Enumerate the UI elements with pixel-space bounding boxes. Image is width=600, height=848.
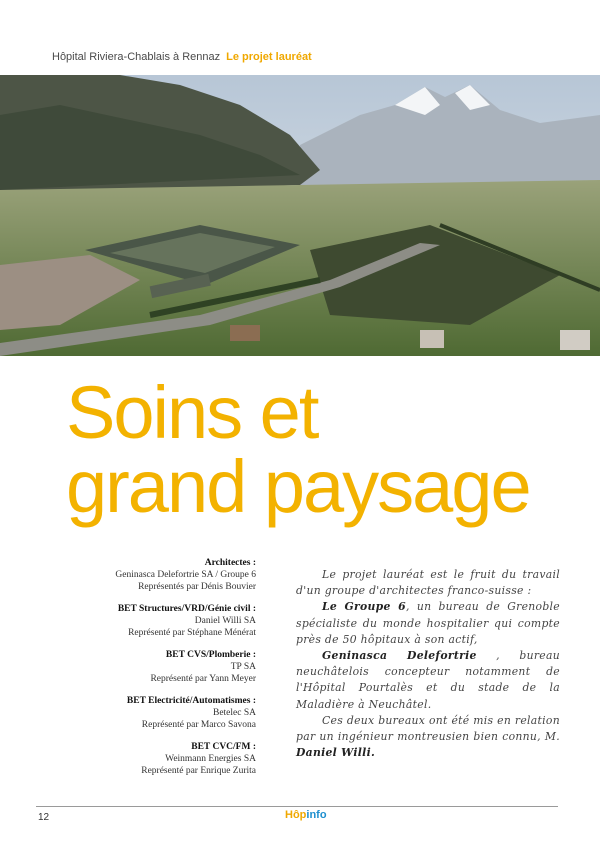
credit-heading: BET CVC/FM :	[191, 742, 256, 752]
body-bold: Le Groupe 6	[322, 600, 406, 614]
hopinfo-logo	[285, 809, 327, 821]
body-text: , un bureau de Grenoble spécialiste du monde hospitalier qui compte près de 50 hôpitaux à son actif,	[296, 600, 561, 646]
article-body	[296, 567, 560, 761]
logo-info: info	[306, 809, 327, 821]
article-title	[66, 371, 530, 528]
body-text: Le projet lauréat est le fruit du travail d'un groupe d'architectes franco-suisse :	[296, 568, 560, 598]
body-bold: Geninasca Delefortrie	[322, 649, 477, 663]
credit-group-cvs	[66, 649, 256, 685]
title-line-1: Soins et	[66, 371, 318, 454]
title-line-2: grand paysage	[66, 445, 530, 528]
header-subsection: Le projet lauréat	[226, 51, 312, 63]
body-paragraph-4	[296, 713, 560, 762]
credit-line: TP SA	[230, 662, 256, 672]
header-section: Hôpital Riviera-Chablais à Rennaz	[52, 51, 221, 63]
body-paragraph-3	[296, 648, 560, 713]
credit-group-architectes	[66, 557, 256, 593]
credit-group-structures	[66, 603, 256, 639]
credit-line: Représenté par Yann Meyer	[150, 674, 256, 684]
credit-line: Weinmann Energies SA	[165, 754, 256, 764]
credit-line: Geninasca Delefortrie SA / Groupe 6	[115, 570, 256, 580]
credit-line: Représenté par Marco Savona	[141, 720, 256, 730]
credit-line: Représentés par Dénis Bouvier	[138, 582, 256, 592]
hero-image	[0, 75, 600, 356]
body-paragraph-2	[296, 599, 560, 648]
credit-group-electricite	[66, 695, 256, 731]
credit-line: Représenté par Enrique Zurita	[141, 766, 256, 776]
body-bold: Daniel Willi.	[296, 746, 376, 760]
credit-line: Représenté par Stéphane Ménérat	[128, 628, 256, 638]
credit-line: Daniel Willi SA	[194, 616, 256, 626]
credit-heading: Architectes :	[204, 558, 256, 568]
running-header	[52, 51, 312, 63]
body-paragraph-1	[296, 567, 560, 599]
credit-group-cvc	[66, 741, 256, 777]
body-text: , bureau neuchâtelois concepteur notamment de l'Hôpital Pourtalès et du stade de la Maladière à Neuchâtel.	[296, 649, 560, 711]
logo-hop: Hôp	[285, 809, 307, 821]
footer-divider	[36, 806, 558, 807]
credits-column	[66, 557, 256, 787]
credit-heading: BET Electricité/Automatismes :	[126, 696, 256, 706]
page-number: 12	[38, 812, 50, 823]
credit-heading: BET Structures/VRD/Génie civil :	[117, 604, 256, 614]
credit-line: Betelec SA	[212, 708, 256, 718]
credit-heading: BET CVS/Plomberie :	[165, 650, 256, 660]
body-text: Ces deux bureaux ont été mis en relation par un ingénieur montreusien bien connu, M.	[296, 713, 560, 744]
